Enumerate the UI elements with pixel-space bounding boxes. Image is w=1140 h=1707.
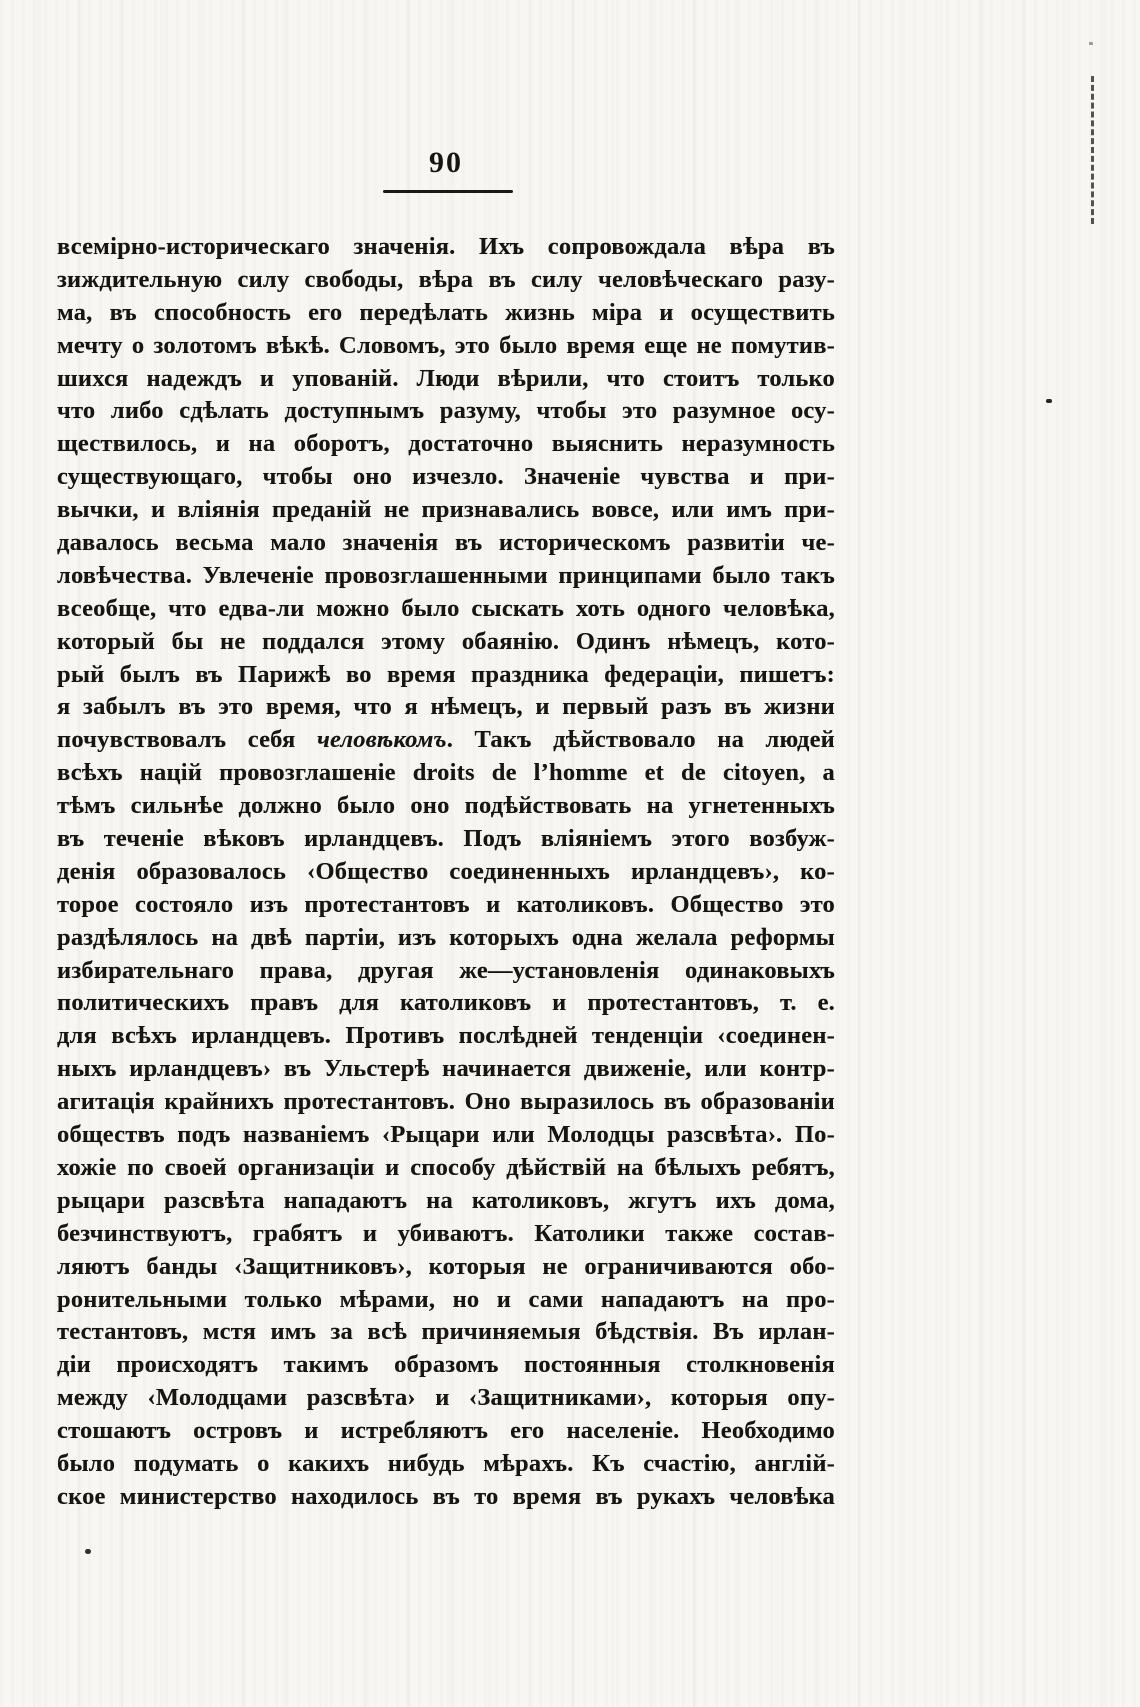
scan-artifact-speck <box>1046 399 1052 403</box>
italic-text-segment: человѣкомъ <box>316 726 447 754</box>
text-line <box>57 987 835 1020</box>
text-segment: избирательнаго права, другая же—установленія одинаковыхъ <box>57 956 835 984</box>
text-segment: мечту о золотомъ вѣкѣ. Словомъ, это было время еще не помутив- <box>57 331 835 359</box>
text-line <box>57 560 835 593</box>
text-line <box>57 363 835 396</box>
text-segment: въ теченіе вѣковъ ирландцевъ. Подъ вліяніемъ этого возбуж- <box>57 825 835 853</box>
text-line <box>57 1415 835 1448</box>
text-line <box>57 297 835 330</box>
text-line <box>57 428 835 461</box>
text-segment: раздѣлялось на двѣ партіи, изъ которыхъ одна желала реформы <box>57 923 835 951</box>
text-segment: политическихъ правъ для католиковъ и протестантовъ, т. е. <box>57 989 835 1017</box>
text-line <box>57 1218 835 1251</box>
text-segment: діи происходятъ такимъ образомъ постоянныя столкновенія <box>57 1351 835 1379</box>
text-line <box>57 955 835 988</box>
text-segment: было подумать о какихъ нибудь мѣрахъ. Къ счастію, англій- <box>57 1449 835 1477</box>
text-segment: ществилось, и на оборотъ, достаточно выяснить неразумность <box>57 430 835 458</box>
text-line <box>57 231 835 264</box>
text-segment: стошаютъ островъ и истребляютъ его населеніе. Необходимо <box>57 1417 835 1445</box>
text-segment: тѣмъ сильнѣе должно было оно подѣйствовать на угнетенныхъ <box>57 792 835 820</box>
text-segment: для всѣхъ ирландцевъ. Противъ послѣдней тенденціи ‹соединен- <box>57 1022 835 1050</box>
text-segment: рыцари разсвѣта нападаютъ на католиковъ, жгутъ ихъ дома, <box>57 1186 835 1214</box>
text-segment: ловѣчества. Увлеченіе провозглашенными принципами было такъ <box>57 561 835 589</box>
text-line <box>57 1053 835 1086</box>
text-segment: я забылъ въ это время, что я нѣмецъ, и первый разъ въ жизни <box>57 693 835 721</box>
text-segment: . Такъ дѣйствовало на людей <box>446 726 835 754</box>
text-line <box>57 1251 835 1284</box>
text-line <box>57 330 835 363</box>
text-segment: шихся надеждъ и упованій. Люди вѣрили, что стоитъ только <box>57 364 835 392</box>
text-line <box>57 757 835 790</box>
text-segment: ляютъ банды ‹Защитниковъ›, которыя не ограничиваются обо- <box>57 1252 835 1280</box>
text-line <box>57 889 835 922</box>
text-line <box>57 461 835 494</box>
text-line <box>57 1185 835 1218</box>
text-line <box>57 724 835 757</box>
text-line <box>57 264 835 297</box>
text-segment: обществъ подъ названіемъ ‹Рыцари или Молодцы разсвѣта›. По- <box>57 1121 835 1149</box>
scan-artifact-dashed-line <box>1091 76 1094 224</box>
text-line <box>57 395 835 428</box>
text-segment: давалось весьма мало значенія въ историческомъ развитіи че- <box>57 529 835 557</box>
text-segment: тестантовъ, мстя имъ за всѣ причиняемыя бѣдствія. Въ ирлан- <box>57 1318 835 1346</box>
text-block <box>57 231 835 1514</box>
text-line <box>57 1349 835 1382</box>
text-segment: вычки, и вліянія преданій не признавались вовсе, или имъ при- <box>57 496 835 524</box>
text-line <box>57 494 835 527</box>
page-number: 90 <box>429 146 463 179</box>
text-line <box>57 1086 835 1119</box>
page-header <box>57 146 835 180</box>
text-segment: всѣхъ націй провозглашеніе droits de l’homme et de citoyen, а <box>57 759 835 787</box>
text-segment: хожіе по своей организаціи и способу дѣйствій на бѣлыхъ ребятъ, <box>57 1153 835 1181</box>
text-segment: существующаго, чтобы оно изчезло. Значеніе чувства и при- <box>57 463 835 491</box>
text-segment: ныхъ ирландцевъ› въ Ульстерѣ начинается движеніе, или контр- <box>57 1055 835 1083</box>
text-segment: ское министерство находилось въ то время въ рукахъ человѣка <box>57 1482 835 1510</box>
text-segment: который бы не поддался этому обаянію. Одинъ нѣмецъ, кото- <box>57 627 835 655</box>
text-segment: безчинствуютъ, грабятъ и убиваютъ. Католики также состав- <box>57 1219 835 1247</box>
text-line <box>57 659 835 692</box>
text-segment: ма, въ способность его передѣлать жизнь міра и осуществить <box>57 298 835 326</box>
text-line <box>57 1382 835 1415</box>
text-line <box>57 1481 835 1514</box>
scan-artifact-tick <box>1089 42 1093 45</box>
text-segment: торое состояло изъ протестантовъ и католиковъ. Общество это <box>57 890 835 918</box>
text-line <box>57 823 835 856</box>
text-line <box>57 1152 835 1185</box>
text-line <box>57 856 835 889</box>
text-line <box>57 593 835 626</box>
text-line <box>57 527 835 560</box>
text-segment: почувствовалъ себя <box>57 726 317 754</box>
text-line <box>57 1284 835 1317</box>
text-line <box>57 691 835 724</box>
scan-artifact-speck <box>85 1549 91 1554</box>
text-segment: ронительными только мѣрами, но и сами нападаютъ на про- <box>57 1285 835 1313</box>
text-segment: зиждительную силу свободы, вѣра въ силу человѣческаго разу- <box>57 265 835 293</box>
text-segment: между ‹Молодцами разсвѣта› и ‹Защитниками›, которыя опу- <box>57 1384 835 1412</box>
text-segment: всеобще, что едва-ли можно было сыскать хоть одного человѣка, <box>57 594 835 622</box>
text-segment: денія образовалось ‹Общество соединенныхъ ирландцевъ›, ко- <box>57 857 835 885</box>
text-segment: что либо сдѣлать доступнымъ разуму, чтобы это разумное осу- <box>57 397 835 425</box>
text-line <box>57 626 835 659</box>
text-line <box>57 1020 835 1053</box>
text-segment: агитація крайнихъ протестантовъ. Оно выразилось въ образованіи <box>57 1088 835 1116</box>
page-number-rule <box>383 190 513 193</box>
text-line <box>57 922 835 955</box>
text-line <box>57 790 835 823</box>
text-segment: рый былъ въ Парижѣ во время праздника федераціи, пишетъ: <box>57 660 835 688</box>
text-line <box>57 1119 835 1152</box>
text-segment: всемірно-историческаго значенія. Ихъ сопровождала вѣра въ <box>57 233 835 260</box>
text-line <box>57 1448 835 1481</box>
text-line <box>57 1316 835 1349</box>
